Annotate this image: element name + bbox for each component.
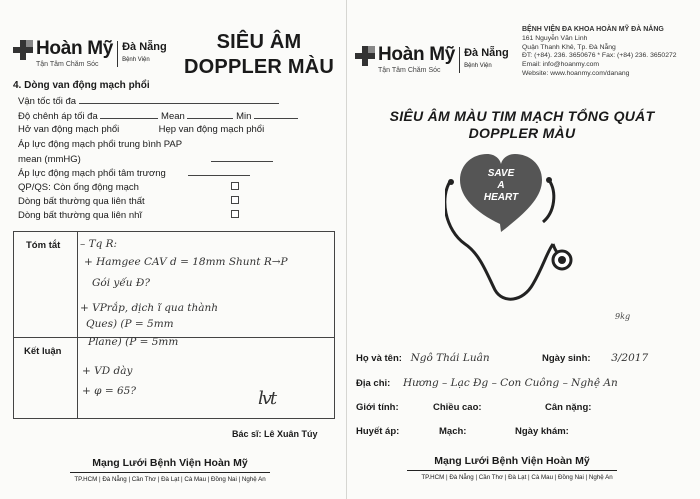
phone-fax: ĐT: (+84). 236. 3650676 * Fax: (+84) 236. 3650272 <box>522 52 677 60</box>
hoan-my-logo-right <box>355 44 509 74</box>
field-gradient <box>18 110 298 122</box>
cross-icon <box>355 46 375 66</box>
logo-tagline-right: Tận Tâm Chăm Sóc <box>378 67 441 74</box>
doctor-signature: lvt <box>258 388 276 409</box>
logo-city-right: Đà Nẵng <box>464 47 509 59</box>
right-network-cities: TP.HCM | Đà Nẵng | Cần Thơ | Đà Lạt | Cà Mau | Đồng Nai | Nghệ An <box>421 474 613 481</box>
atrial-checkbox[interactable] <box>231 210 239 218</box>
summary-line-1: – Tq R: <box>80 238 118 250</box>
field-pap-mean-label: Áp lực động mạch phổi trung bình PAP <box>18 139 183 150</box>
summary-label: Tóm tắt <box>26 240 61 251</box>
field-velocity-label: Vận tốc tối đa <box>18 96 77 107</box>
conclusion-line-1: + VD dày <box>82 365 133 377</box>
doctor-name: Bác sĩ: Lê Xuân Túy <box>232 429 318 439</box>
stethoscope-tube-right <box>543 180 554 222</box>
field-pap-unit-label: mean (mmHG) <box>18 154 81 165</box>
conclusion-line-2: + φ = 65? <box>82 385 136 397</box>
address-line-1: 161 Nguyễn Văn Linh <box>522 34 588 42</box>
field-pap-mean-unit <box>18 153 273 165</box>
right-network-underline <box>407 470 617 471</box>
logo-dept-right: Bệnh Viện <box>464 63 492 69</box>
logo-name: Hoàn Mỹ <box>36 38 114 59</box>
heart-text-save: SAVE <box>487 168 515 179</box>
name-value[interactable]: Ngô Thái Luân <box>410 352 490 364</box>
stethoscope-stem <box>553 244 557 252</box>
cross-icon <box>13 40 33 60</box>
dob-value[interactable]: 3/2017 <box>611 352 649 364</box>
field-mean-blank[interactable] <box>187 110 233 119</box>
bp-row: Huyết áp: <box>356 426 400 437</box>
field-min-blank[interactable] <box>254 110 298 119</box>
earpiece-left <box>448 179 454 185</box>
patient-name-row <box>356 352 490 364</box>
website: Website: www.hoanmy.com/danang <box>522 69 630 77</box>
title-line-2: DOPPLER MÀU <box>184 56 334 78</box>
summary-line-6: Plane) (P = 5mm <box>88 336 179 348</box>
name-label: Họ và tên: <box>356 353 402 364</box>
right-form-page <box>347 0 700 499</box>
field-pap-diastolic-blank[interactable] <box>188 167 250 176</box>
field-pap-diastolic <box>18 167 250 179</box>
logo-dept: Bệnh Viện <box>122 57 150 63</box>
address-value[interactable]: Hương – Lạc Đg – Con Cuông – Nghệ An <box>402 377 618 389</box>
left-network-title: Mạng Lưới Bệnh Viện Hoàn Mỹ <box>92 457 248 469</box>
qp-qs-checkbox[interactable] <box>231 182 239 190</box>
address-label: Địa chỉ: <box>356 378 391 389</box>
right-title-line-1: SIÊU ÂM MÀU TIM MẠCH TỔNG QUÁT <box>389 108 655 124</box>
email: Email: info@hoanmy.com <box>522 61 600 69</box>
hospital-name: BỆNH VIỆN ĐA KHOA HOÀN MỸ ĐÀ NẴNG <box>522 26 664 33</box>
left-network-cities: TP.HCM | Đà Nẵng | Cần Thơ | Đà Lạt | Cà Mau | Đồng Nai | Nghệ An <box>74 476 266 483</box>
chestpiece-center <box>558 256 566 264</box>
left-doc-title <box>184 30 334 80</box>
field-insufficiency <box>18 124 264 135</box>
field-min-label: Min <box>236 111 252 122</box>
pulse-row: Mạch: <box>439 426 467 437</box>
address-line-2: Quận Thanh Khê, Tp. Đà Nẵng <box>522 43 616 51</box>
summary-line-5: Ques) (P = 5mm <box>86 318 174 330</box>
summary-line-3: Gói yếu Đ? <box>92 277 151 289</box>
heart-text-heart: HEART <box>483 192 519 203</box>
logo-name-right: Hoàn Mỹ <box>378 44 456 65</box>
summary-line-4: + VPrắp, dịch ĩ qua thành <box>80 302 219 314</box>
height-row: Chiều cao: <box>433 402 482 413</box>
logo-tagline: Tận Tâm Chăm Sóc <box>36 61 99 68</box>
right-title-line-2: DOPPLER MÀU <box>468 125 576 141</box>
dob-row <box>542 352 648 364</box>
ventricular-checkbox[interactable] <box>231 196 239 204</box>
field-qp-qs: QP/QS: Còn ống động mạch <box>18 182 139 193</box>
field-insufficiency-label: Hở van động mạch phổi <box>18 124 120 135</box>
exam-date-row: Ngày khám: <box>515 426 569 437</box>
box-vertical-line <box>77 232 78 418</box>
left-form-page <box>0 0 347 499</box>
field-pap-mean-blank[interactable] <box>211 153 273 162</box>
left-network-underline <box>70 472 270 473</box>
dob-label: Ngày sinh: <box>542 353 591 364</box>
field-velocity-blank[interactable] <box>79 95 279 104</box>
field-ventricular: Dòng bất thường qua liên thất <box>18 196 145 207</box>
field-velocity <box>18 95 279 107</box>
field-atrial: Dòng bất thường qua liên nhĩ <box>18 210 143 221</box>
field-gradient-label: Độ chênh áp tối đa <box>18 111 98 122</box>
field-stenosis-label: Hẹp van động mạch phổi <box>158 124 265 135</box>
address-row <box>356 377 618 389</box>
stethoscope-heart-icon <box>445 152 595 307</box>
title-line-1: SIÊU ÂM <box>216 31 302 53</box>
hospital-contact-block <box>522 26 677 79</box>
heart-text-a: A <box>497 180 505 191</box>
weight-note: 9kg <box>615 312 631 321</box>
field-pap-mean <box>18 139 182 150</box>
right-network-title: Mạng Lưới Bệnh Viện Hoàn Mỹ <box>434 455 590 467</box>
section-title: 4. Dòng van động mạch phổi <box>13 80 150 91</box>
summary-line-2: + Hamgee CAV d = 18mm Shunt R→P <box>84 256 288 268</box>
earpiece-right <box>546 177 552 183</box>
field-mean-label: Mean <box>161 111 185 122</box>
logo-city: Đà Nẵng <box>122 41 167 53</box>
conclusion-label: Kết luận <box>24 346 62 357</box>
weight-row: Cân nặng: <box>545 402 592 413</box>
field-gradient-blank[interactable] <box>100 110 158 119</box>
field-pap-diastolic-label: Áp lực động mạch phổi tâm trương <box>18 168 166 179</box>
hoan-my-logo <box>13 38 167 68</box>
gender-row: Giới tính: <box>356 402 399 413</box>
